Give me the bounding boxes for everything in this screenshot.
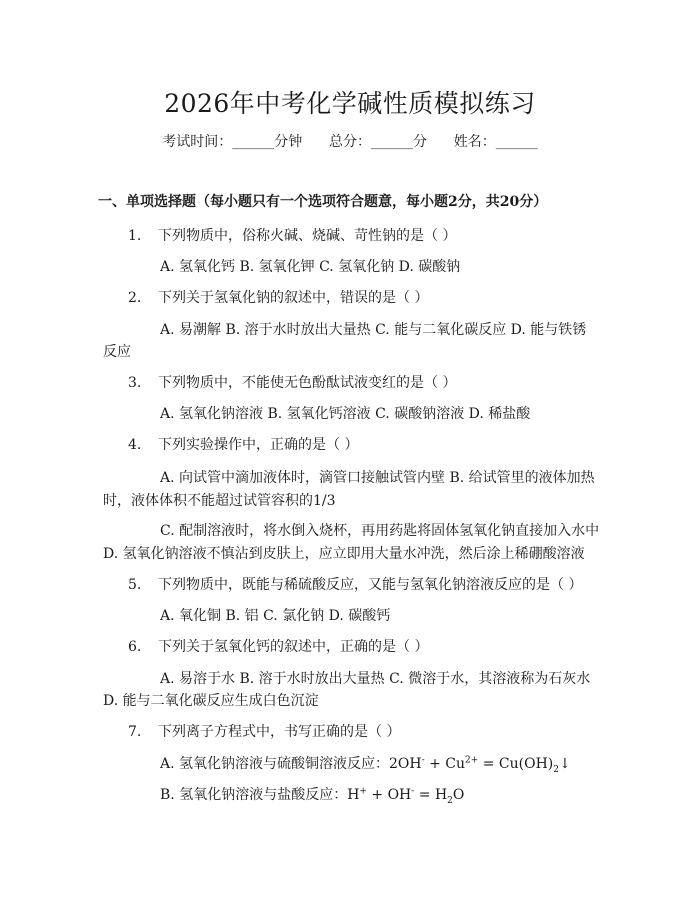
question-number: 2. [128, 290, 142, 306]
subscript: 2 [447, 795, 453, 806]
question-text: 下列关于氢氧化钠的叙述中，错误的是（ ） [158, 290, 429, 306]
question-3-options: A. 氢氧化钠溶液 B. 氢氧化钙溶液 C. 碳酸钠溶液 D. 稀盐酸 [160, 406, 531, 422]
question-2-options: A. 易潮解 B. 溶于水时放出大量热 C. 能与二氧化碳反应 D. 能与铁锈 [160, 322, 587, 338]
question-number: 7. [128, 724, 142, 740]
equation-text: O [452, 787, 465, 803]
charge-superscript: + [359, 786, 367, 797]
question-text: 下列实验操作中，正确的是（ ） [158, 437, 359, 453]
question-7-option-b [160, 784, 464, 804]
equation-text: = H [414, 787, 448, 803]
charge-superscript: - [421, 755, 425, 766]
question-5-options: A. 氧化铜 B. 铝 C. 氯化钠 D. 碳酸钙 [160, 608, 391, 624]
page-title: 2026年中考化学碱性质模拟练习 [164, 89, 536, 118]
question-text: 下列离子方程式中，书写正确的是（ ） [158, 724, 401, 740]
question-4 [128, 434, 358, 454]
exam-info-line: 考试时间：______分钟 总分：______分 姓名：______ [162, 134, 538, 150]
question-number: 5. [128, 577, 142, 593]
question-text: 下列关于氢氧化钙的叙述中，正确的是（ ） [158, 639, 429, 655]
question-1 [128, 225, 456, 245]
equation-text: A. 氢氧化钠溶液与硫酸铜溶液反应：2OH [160, 756, 422, 772]
equation-text: + OH [366, 787, 412, 803]
question-4-options-cont: 时，液体体积不能超过试管容积的1/3 [103, 493, 336, 509]
question-4-options-2: C. 配制溶液时，将水倒入烧杯，再用药匙将固体氢氧化钠直接加入水中 [160, 523, 600, 539]
question-number: 6. [128, 639, 142, 655]
question-2 [128, 287, 428, 307]
question-text: 下列物质中，不能使无色酚酞试液变红的是（ ） [158, 375, 457, 391]
question-2-options-cont: 反应 [103, 344, 131, 360]
question-3 [128, 372, 456, 392]
question-number: 1. [128, 228, 142, 244]
question-number: 4. [128, 437, 142, 453]
equation-text: + Cu [424, 756, 466, 772]
question-7-option-a [160, 753, 571, 773]
question-text: 下列物质中，俗称火碱、烧碱、苛性钠的是（ ） [158, 228, 457, 244]
question-7 [128, 721, 400, 741]
charge-superscript: - [411, 786, 415, 797]
precipitate-arrow: ↓ [559, 756, 571, 772]
question-6-options: A. 易溶于水 B. 溶于水时放出大量热 C. 微溶于水，其溶液称为石灰水 [160, 671, 591, 687]
equation-text: = Cu(OH) [478, 756, 554, 772]
charge-superscript: 2+ [465, 755, 479, 766]
question-4-options-2-cont: D. 氢氧化钠溶液不慎沾到皮肤上，应立即用大量水冲洗，然后涂上稀硼酸溶液 [103, 546, 585, 562]
question-number: 3. [128, 375, 142, 391]
question-6-options-cont: D. 能与二氧化碳反应生成白色沉淀 [103, 693, 319, 709]
question-5 [128, 574, 582, 594]
section-heading: 一、单项选择题（每小题只有一个选项符合题意，每小题2分，共20分） [98, 194, 548, 210]
equation-text: B. 氢氧化钠溶液与盐酸反应：H [160, 787, 360, 803]
subscript: 2 [553, 764, 560, 775]
question-6 [128, 636, 428, 656]
question-text: 下列物质中，既能与稀硫酸反应，又能与氢氧化钠溶液反应的是（ ） [158, 577, 583, 593]
question-1-options: A. 氢氧化钙 B. 氢氧化钾 C. 氢氧化钠 D. 碳酸钠 [160, 259, 461, 275]
question-4-options: A. 向试管中滴加液体时，滴管口接触试管内壁 B. 给试管里的液体加热 [160, 470, 595, 486]
